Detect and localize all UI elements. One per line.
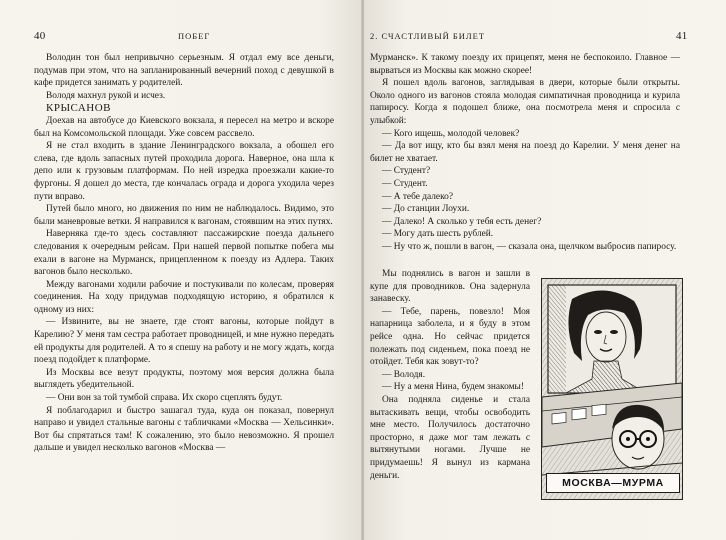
right-page-number: 41 xyxy=(676,30,688,42)
paragraph: — Да вот ищу, кто бы взял меня на поезд до Карелии. У меня денег на билет не хватает. xyxy=(370,141,680,164)
paragraph: Наверняка где-то здесь составляют пассажирские поезда дальнего следования к очередным рейсам. При нашей первой попытке побега мы ехали в вагоне на Мурманск, прицепленном к поезду из Адлера. Таких вагонов было несколько. xyxy=(34,229,334,278)
paragraph: — Ну а меня Нина, будем знакомы! xyxy=(382,382,524,393)
paragraph: — Студент. xyxy=(382,178,428,189)
paragraph: — Далеко! А сколько у тебя есть денег? xyxy=(382,216,542,227)
right-narrow-text xyxy=(370,268,530,482)
left-running-head: ПОБЕГ xyxy=(178,31,211,41)
paragraph: — До станции Лоухи. xyxy=(382,204,470,215)
paragraph: — Кого ищешь, молодой человек? xyxy=(382,128,520,139)
paragraph: — Ну что ж, пошли в вагон, — сказала она, щелчком выбросив папиросу. xyxy=(382,241,677,252)
paragraph: — Могу дать шесть рублей. xyxy=(382,229,494,240)
paragraph: Я пошел вдоль вагонов, заглядывая в двери, которые были открыты. Около одного из вагонов стояла молодая симпатичная проводница и курила папиросу. Когда я подошел ближе, она посмотрела меня и спросила с улыбкой: xyxy=(370,78,680,126)
illustration-drawing xyxy=(542,279,682,499)
paragraph: Между вагонами ходили рабочие и постукивали по колесам, проверяя соединения. На ходу придумав подходящую историю, я обратился к одному из них: xyxy=(34,279,334,315)
paragraph: — Володя. xyxy=(382,369,426,380)
paragraph: Из Москвы все везут продукты, поэтому моя версия должна была выглядеть убедительной. xyxy=(34,367,334,391)
section-title: КРЫСАНОВ xyxy=(46,102,112,115)
paragraph: Володя махнул рукой и исчез. xyxy=(46,90,166,101)
paragraph: Путей было много, но движения по ним не наблюдалось. Видимо, это были маневровые ветки. Я направился к вагонам, стоявшим на этих путях. xyxy=(34,204,334,227)
paragraph: Володин тон был непривычно серьезным. Я отдал ему все деньги, подумав при этом, что на запланированный вечерний поход с девушкой в кафе придется занимать у родителей. xyxy=(34,53,334,89)
paragraph: Я не стал входить в здание Ленинградского вокзала, а обошел его слева, где вдоль запасных путей проходила дорога. Наверное, она шла к депо или к грузовым платформам. По ней изредка проезжали какие-то фургоны. Я дошел до места, где кончалась ограда и дорога уходила через пути вправо. xyxy=(34,141,334,202)
paragraph: Она подняла сиденье и стала вытаскивать вещи, чтобы освободить мне место. Получилось достаточно просторно, я даже мог там лежать с вытянутыми ногами. Лучше не придумаешь! Я вынул из кармана деньги. xyxy=(370,394,530,481)
paragraph: Я поблагодарил и быстро зашагал туда, куда он показал, повернул направо и увидел стальные вагоны с табличками «Москва — Хельсинки». Вот бы спрятаться там! К сожалению, это было невозможно. Я прошел дальше и увидел несколько вагонов «Москва — xyxy=(34,405,334,454)
train-destination-sign: МОСКВА—МУРМА xyxy=(546,473,680,493)
left-page-number: 40 xyxy=(34,30,46,42)
train-illustration xyxy=(541,278,683,500)
right-body-text xyxy=(370,52,680,254)
right-running-head: 2. СЧАСТЛИВЫЙ БИЛЕТ xyxy=(370,31,486,41)
paragraph: — А тебе далеко? xyxy=(382,191,454,202)
paragraph: Мы поднялись в вагон и зашли в купе для проводников. Она задернула занавеску. xyxy=(370,269,530,305)
paragraph: Доехав на автобусе до Киевского вокзала, я пересел на метро и вскоре был на Комсомольской площади. Уже совсем рассвело. xyxy=(34,115,334,139)
paragraph: — Извините, вы не знаете, где стоят вагоны, которые пойдут в Карелию? У меня там сестра работает проводницей, и мне нужно передать ей продукты для родителей. А то я спешу на работу и не могу ждать, когда поезд подойдет к платформе. xyxy=(34,317,334,366)
paragraph: — Они вон за той тумбой справа. Их скоро сцеплять будут. xyxy=(46,393,283,404)
paragraph: — Студент? xyxy=(382,166,431,177)
paragraph: Мурманск». К такому поезду их прицепят, меня не беспокоило. Главное — вырваться из Москвы как можно скорее! xyxy=(370,53,680,76)
right-page xyxy=(364,0,726,540)
paragraph: — Тебе, парень, повезло! Моя напарница заболела, и я буду в этом рейсе одна. Но сейчас придется полежать под сиденьем, пока поезд не отойдет. Тебя как зовут-то? xyxy=(370,306,530,368)
left-page xyxy=(0,0,362,540)
left-body-text xyxy=(34,52,334,455)
